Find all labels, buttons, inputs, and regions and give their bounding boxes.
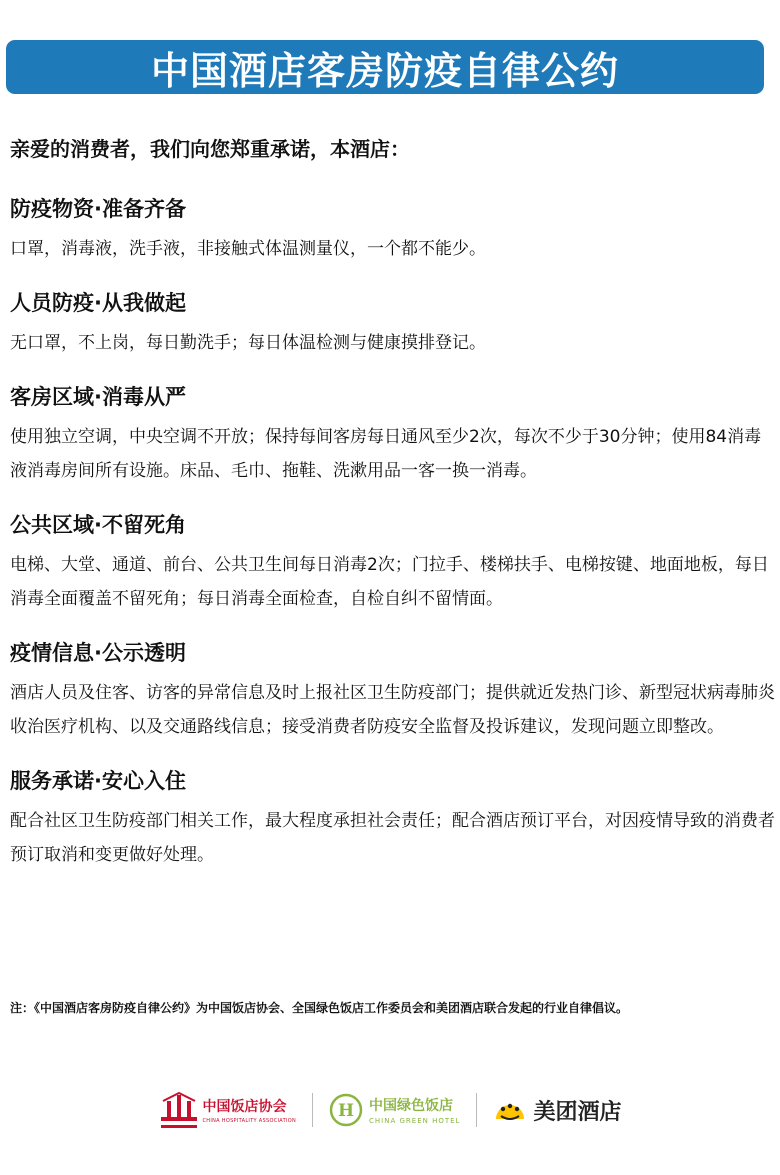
green-hotel-logo: [329, 1093, 460, 1127]
page-title: 中国酒店客房防疫自律公约: [150, 48, 619, 93]
green-hotel-h-icon: [329, 1093, 363, 1127]
section-body: 使用独立空调，中央空调不开放；保持每间客房每日通风至少2次，每次不少于30分钟；使用84消毒液消毒房间所有设施。床品、毛巾、拖鞋、洗漱用品一客一换一消毒。: [10, 427, 762, 481]
meituan-kangaroo-icon: [493, 1095, 527, 1125]
meituan-hotel-logo: [493, 1095, 621, 1126]
section-body: 口罩，消毒液，洗手液，非接触式体温测量仪，一个都不能少。: [10, 239, 486, 259]
section-heading: 疫情信息·公示透明: [10, 641, 186, 665]
green-hotel-logo-cn: 中国绿色饭店: [369, 1098, 454, 1114]
svg-text:H: H: [337, 1101, 355, 1121]
cha-logo-cn: 中国饭店协会: [202, 1099, 287, 1115]
section-service: [10, 766, 775, 872]
section-heading: 服务承诺·安心入住: [10, 769, 186, 793]
green-hotel-logo-en: CHINA GREEN HOTEL: [369, 1117, 461, 1125]
section-information: [10, 638, 775, 744]
logo-divider: [476, 1093, 477, 1127]
cha-logo-en: CHINA HOSPITALITY ASSOCIATION: [202, 1118, 297, 1124]
cha-logo: [159, 1091, 297, 1129]
section-rooms: [10, 382, 775, 488]
section-staff: [10, 288, 775, 360]
partner-logos: [0, 1088, 780, 1132]
title-banner: [6, 40, 764, 94]
section-body: 电梯、大堂、通道、前台、公共卫生间每日消毒2次；门拉手、楼梯扶手、电梯按键、地面地板，每日消毒全面覆盖不留死角；每日消毒全面检查，自检自纠不留情面。: [10, 555, 769, 609]
content: [10, 132, 775, 894]
cha-emblem-icon: [159, 1091, 199, 1129]
section-heading: 防疫物资·准备齐备: [10, 197, 186, 221]
footnote: 注：《中国酒店客房防疫自律公约》为中国饭店协会、全国绿色饭店工作委员会和美团酒店联合发起的行业自律倡议。: [10, 1001, 629, 1015]
intro-text: 亲爱的消费者，我们向您郑重承诺，本酒店：: [10, 137, 410, 161]
section-public-areas: [10, 510, 775, 616]
section-body: 酒店人员及住客、访客的异常信息及时上报社区卫生防疫部门；提供就近发热门诊、新型冠状病毒肺炎收治医疗机构、以及交通路线信息；接受消费者防疫安全监督及投诉建议，发现问题立即整改。: [10, 683, 775, 737]
section-supplies: [10, 194, 775, 266]
section-heading: 公共区域·不留死角: [10, 513, 186, 537]
section-heading: 人员防疫·从我做起: [10, 291, 186, 315]
section-heading: 客房区域·消毒从严: [10, 385, 186, 409]
section-body: 配合社区卫生防疫部门相关工作，最大程度承担社会责任；配合酒店预订平台，对因疫情导致的消费者预订取消和变更做好处理。: [10, 811, 775, 865]
logo-divider: [312, 1093, 313, 1127]
meituan-hotel-logo-cn: 美团酒店: [533, 1099, 622, 1125]
section-body: 无口罩，不上岗，每日勤洗手；每日体温检测与健康摸排登记。: [10, 333, 486, 353]
